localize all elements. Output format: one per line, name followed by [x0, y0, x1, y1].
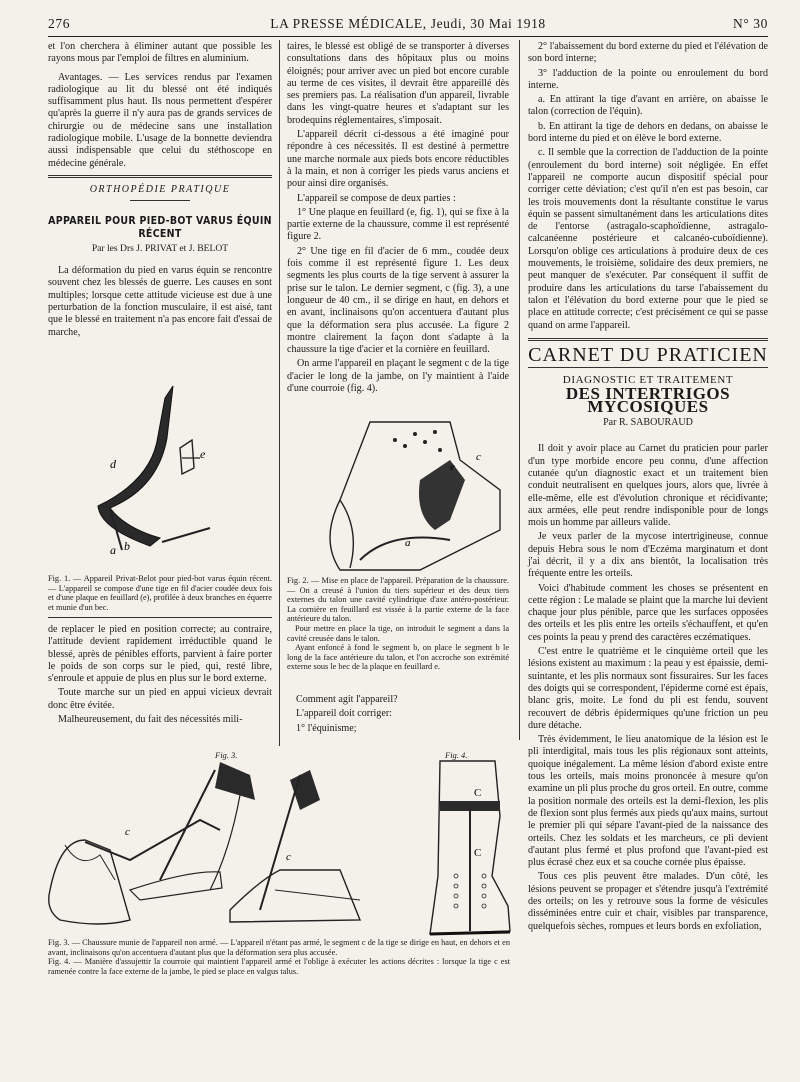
paragraph: Très évidemment, le lieu anatomique de la lésion est le pli interdigital, mais tous les plis régionaux sont atteints, quoique inégalement. La même lésion d'abord existe entre tous les orteils, mais moins prononcée à mesure qu'on examine un pli plus proche du gros orteil. En outre, comme la position normale des orteils est la demi-flexion, les plis de flexion sont plus fermés aux pieds qu'aux mains, surtout le premier pli qui sépare l'avant-pied de la naissance des orteils. Chez les soldats et les marcheurs, ce pli devient d'autant plus fermé et plus profond que l'avant-pied est plus écrasé chez eux et sa couche cornée plus épaisse.	[528, 734, 768, 869]
column-3	[528, 41, 768, 935]
paragraph-avantages: Avantages. — Les services rendus par l'examen radiologique au lit du blessé ont été indiqués suffisamment plus haut. Ils nous permettent d'espérer qu'après la guerre il n'y aura pas de grands services de chirurgie ou de médecine sans une installation radiologique mobile. L'usage de la bonnette deviendra aussi indispensable que celui du stéthoscope en médecine générale.	[48, 71, 272, 169]
paragraph: b. En attirant la tige de dehors en dedans, on abaisse le bord interne du pied et on élève le bord externe.	[528, 120, 768, 145]
carnet-heading: CARNET DU PRATICIEN	[528, 343, 768, 366]
column-divider-2	[519, 40, 520, 740]
figure-2-drawing	[300, 420, 510, 572]
paragraph: La déformation du pied en varus équin se rencontre souvent chez les blessés de guerre. Les causes en sont multiples; lorsque cette attitude vicieuse est due à une perturbation de la fonction musculaire, il est aisé, tant que le blessé en traitement n'a pas encore fait d'essai de marche,	[48, 265, 272, 338]
fig2-letter-c: c	[476, 451, 481, 463]
paragraph: L'appareil décrit ci-dessous a été imaginé pour répondre à ces nécessités. Il est destiné à permettre une marche normale aux pieds bots encore réductibles à la main, et non à corriger les pieds varus anciens et pour ainsi dire organisés.	[287, 129, 509, 190]
column-2	[287, 41, 509, 397]
article-title: APPAREIL POUR PIED-BOT VARUS ÉQUIN RÉCENT	[48, 215, 272, 240]
paragraph: Je veux parler de la mycose intertrigineuse, connue depuis Hebra sous le nom d'Eczéma marginatum et dont j'ai décrit, il y a dix ans bientôt, la localisation très fréquente entre les orteils.	[528, 531, 768, 580]
paragraph: 2° Une tige en fil d'acier de 6 mm., coudée deux fois comme il est représenté figure 1. Les deux segments les plus courts de la tige servent à assurer la prise sur le talon. Le dernier segment, c (fig. 3), a une longueur de 40 cm., il se dirige en haut, en dehors et en avant, inclinaisons qu'on accentuera d'autant plus que la déformation sera plus accusée. La figure 2 montre clairement la façon dont s'adapte à la chaussure la tige d'acier et la cornière en feuillard.	[287, 245, 509, 356]
column-divider-1	[279, 40, 280, 746]
figure-4	[420, 756, 520, 938]
paragraph: 1° Une plaque en feuillard (e, fig. 1), qui se fixe à la partie externe de la chaussure, comme il est représenté figure 2.	[287, 206, 509, 243]
header-rule	[48, 36, 768, 37]
fig3-letter-c: c	[125, 826, 130, 838]
paragraph: 3° l'adduction de la pointe ou enroulement du bord interne.	[528, 67, 768, 91]
figure-1-drawing	[70, 378, 270, 568]
fig4-letter-c2: C	[474, 847, 482, 859]
caption-line: Ayant enfoncé à fond le segment b, on place le segment b le long de la face antérieure du talon, et l'on accroche son extrémité externe sous le bec de la plaque en feuillard e.	[287, 643, 509, 672]
fig1-letter-b: b	[124, 539, 130, 553]
article-authors: Par R. SABOURAUD	[603, 417, 693, 429]
paragraph: Malheureusement, du fait des nécessités mili-	[58, 714, 243, 726]
figure-1-caption: Fig. 1. — Appareil Privat-Belot pour pied-bot varus équin récent. — L'appareil se compose d'une tige en fil d'acier coudée deux fois et d'une plaque en feuillard (e), profilée à deux branches en équerre et munie d'un bec.	[48, 574, 272, 612]
paragraph: 2° l'abaissement du bord externe du pied et l'élévation de son bord interne;	[528, 41, 768, 65]
section-rule	[528, 338, 768, 341]
figure-4-label: Fig. 4.	[445, 750, 468, 760]
fig3-letter-c2: c	[286, 851, 291, 863]
page-number: 276	[48, 16, 71, 31]
section-rule	[48, 175, 272, 178]
paragraph: Il doit y avoir place au Carnet du praticien pour parler d'un type morbide encore peu connu, d'une affection cutanée qu'un diagnostic exact et un traitement bien conduit neutralisent en quelques jours, alors que, livrée à elle-même, elle est d'évolution chronique et récidivante; aux armées, elle peut rendre indisponible pour de longs mois un homme par ailleurs valide.	[528, 443, 768, 529]
caption-rule	[48, 617, 272, 618]
paragraph: a. En attirant la tige d'avant en arrière, on abaisse le talon (correction de l'équin).	[528, 94, 768, 118]
page-header	[48, 16, 768, 34]
issue-number: N° 30	[732, 16, 768, 31]
paragraph: Voici d'habitude comment les choses se présentent en cette région : Le malade se plaint que la marche lui devient chaque jour plus pénible, parce que les surfaces opposées des orteils et les plis entre les orteils s'échauffent, et qu'en ces points la peau y prend des caractères eczématiques.	[528, 582, 768, 643]
caption-line: Fig. 3. — Chaussure munie de l'appareil non armé. — L'appareil n'étant pas armé, le segment c de la tige se dirige en haut, en dehors et en avant, inclinaisons qu'on accentuera d'autant plus que la déformation sera plus accusée.	[48, 938, 510, 957]
column-1	[48, 41, 272, 341]
paragraph: L'appareil se compose de deux parties :	[297, 192, 456, 204]
journal-title: LA PRESSE MÉDICALE, Jeudi, 30 Mai 1918	[270, 16, 546, 31]
fig1-letter-e: e	[200, 447, 206, 461]
figure-1	[70, 378, 270, 568]
article-authors: Par les Drs J. PRIVAT et J. BELOT	[91, 242, 229, 254]
article-subtitle: DIAGNOSTIC ET TRAITEMENT	[562, 374, 734, 387]
section-heading: ORTHOPÉDIE PRATIQUE	[89, 183, 231, 195]
paragraph: L'appareil doit corriger:	[296, 708, 392, 720]
fig1-letter-a: a	[110, 543, 116, 557]
fig2-letter-e: e	[450, 461, 455, 473]
fig1-letter-d: d	[110, 457, 116, 471]
paragraph: et l'on cherchera à éliminer autant que possible les rayons mous par l'emploi de filtres en aluminium.	[48, 41, 272, 65]
short-rule	[130, 200, 190, 201]
figure-2	[300, 420, 510, 572]
paragraph: c. Il semble que la correction de l'adduction de la pointe (enroulement du bord interne) soit négligée. En effet l'appareil ne comporte aucun dispositif spécial pour corriger cette déviation; c'est qu'il n'en est pas besoin, car les trois mouvements dont la résultante constitue le varus équin se passent simultanément dans les articulations dites de l'entorse (astragalo-scaphoïdienne, astragalo-calcanéenne postérieure et calcanéo-cuboïdienne). Lorsqu'on oblige ces articulations à produire deux de ces mouvements, le troisième, solidaire des deux premiers, ne peut manquer de s'exécuter. Par conséquent il suffit de produire dans les articulations du tarse l'abaissement du talon et l'élévation du bord externe pour que le pied se place en attitude correcte; c'est précisément ce qui se passe quand on arme l'appareil.	[528, 147, 768, 331]
column-1-continued	[48, 624, 272, 728]
paragraph: Tous ces plis peuvent être malades. D'un côté, les lésions peuvent se propager et s'étendre jusqu'à l'extrémité des orteils; on les y retrouve sous la forme de vésicules disséminées entre cuir et chair, visibles par transparence, quelquefois sèches, rompues et leurs bords en exfoliation,	[528, 871, 768, 932]
paragraph: 1° l'équinisme;	[296, 722, 357, 734]
paragraph: On arme l'appareil en plaçant le segment c de la tige d'acier le long de la jambe, on l'y maintient à l'aide d'une courroie (fig. 4).	[287, 358, 509, 395]
figure-3-label: Fig. 3.	[215, 750, 238, 760]
caption-line: Pour mettre en place la tige, on introduit le segment a dans la cavité creusée dans le talon.	[287, 623, 509, 643]
fig2-letter-a: a	[405, 537, 411, 549]
paragraph: Comment agit l'appareil?	[296, 694, 398, 705]
figure-2-caption	[287, 576, 509, 672]
caption-line: Fig. 2. — Mise en place de l'appareil. Préparation de la chaussure. — On a creusé à l'union du tiers supérieur et des deux tiers externes du talon une cavité cylindrique d'axe antéro-postérieur. La cornière en feuillard est vissée à la partie externe de la face antérieure du talon.	[287, 576, 509, 624]
section-rule	[528, 367, 768, 368]
figure-4-drawing	[420, 756, 520, 938]
column-2-continued	[296, 694, 510, 737]
paragraph: de replacer le pied en position correcte; au contraire, l'attitude devient rapidement irréductible quand le blessé, après de pénibles efforts, parvient à faire porter le poids de son corps sur le pied, qui, resté libre, s'enroule et appuie de plus en plus sur le bord externe.	[48, 624, 272, 685]
paragraph: C'est entre le quatrième et le cinquième orteil que les lésions existent au maximum : la peau y est épaissie, demi-suintante, et les plis normaux sont fissuraires. Sur les faces des doigts qui se correspondent, l'épiderme corné est épais, blanc gris, moite. Le fond du pli est fendu, souvent recouvert de débris épidermiques qu'une friction un peu dure détache.	[528, 646, 768, 731]
paragraph: taires, le blessé est obligé de se transporter à diverses consultations dans des hôpitaux plus ou moins éloignés; pour arriver avec un pied bot encore curable au terme de ces visites, il devrait être appareillé dès ses premiers pas. La réalisation d'un appareil, livrable dans les vingt-quatre heures et s'adaptant sur les brodequins réglementaires, s'imposait.	[287, 41, 509, 126]
article-title: DES INTERTRIGOS MYCOSIQUES	[565, 384, 731, 416]
caption-line: Fig. 4. — Manière d'assujettir la courroie qui maintient l'appareil armé et l'oblige à exécuter les actions décrites : lorsque la tige c est ramenée contre la face externe de la jambe, le pied se place en valgus talus.	[48, 957, 510, 976]
fig4-letter-c: C	[474, 787, 482, 799]
figures-3-4-caption	[48, 938, 510, 976]
strap	[440, 801, 500, 811]
paragraph: Toute marche sur un pied en appui vicieux devrait donc être évitée.	[48, 687, 272, 711]
